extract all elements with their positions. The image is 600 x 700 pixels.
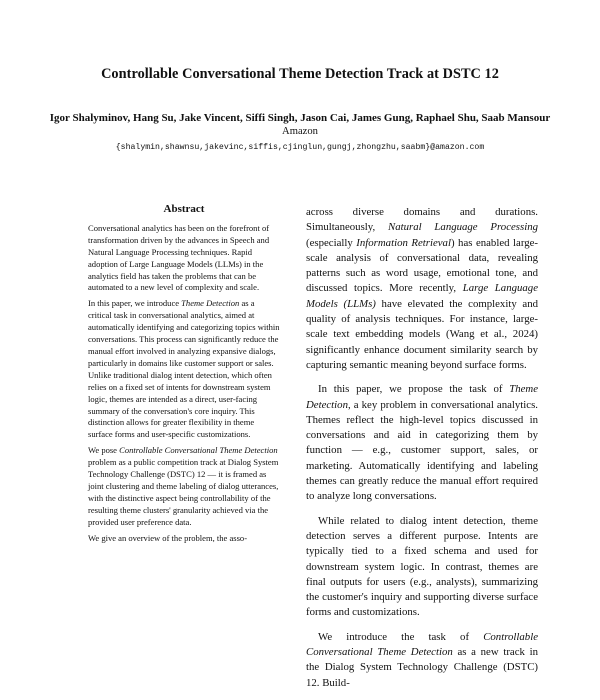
text-run: We introduce the task of (318, 630, 484, 643)
text-run: In this paper, we introduce (88, 298, 182, 309)
text-run: as a new track in the Dialog System Technology Challenge (DSTC) 12. Build- (306, 646, 539, 689)
paper-title: Controllable Conversational Theme Detection Track at DSTC 12 (101, 66, 499, 82)
body-paragraph-2 (306, 382, 538, 504)
text-run: , a key problem in conversational analytics. Themes reflect the high-level topics discussed in conversations and aid in categorizing them by function — e.g., customer support, sales, or marketing. Automatically identifying and labeling themes can greatly reduce the manual effort required to analyze long conversations. (306, 398, 538, 503)
author-emails: {shalymin,shawnsu,jakevinc,siffis,cjinglun,gungj,zhongzhu,saabm}@amazon.com (115, 143, 485, 152)
text-run: have elevated the complexity and quality of analysis techniques. For instance, large-scale text embedding models (Wang et al., 2024) significantly enhance document similarity search by capturing semantic meaning beyond surface forms. (306, 297, 538, 371)
body-paragraph-3: While related to dialog intent detection, theme detection serves a different purpose. Intents are typically tied to a fixed schema and used for downstream system logic. In contrast, themes are final outputs for users (e.g., analysts), summarizing the customer's inquiry and supporting diverse surface forms and customizations. (306, 514, 538, 619)
body-paragraph-4 (306, 630, 538, 691)
emphasis-nlp: Natural Language Processing (388, 221, 538, 234)
body-paragraph-1 (306, 205, 538, 373)
emphasis-theme-detection: Theme Detection (181, 298, 240, 309)
emphasis-llms: Large Language Models (LLMs) (306, 282, 538, 310)
emphasis-theme-detection: Theme Detection (306, 383, 538, 411)
text-run: across diverse domains and durations. Simultaneously, (306, 206, 538, 234)
emphasis-ir: Information Retrieval (356, 236, 451, 249)
text-run: ) has enabled large-scale analysis of conversational data, revealing patterns such as word usage, emotional tone, and discussed topics. More recently, (306, 236, 539, 295)
emphasis-task-name: Controllable Conversational Theme Detection (119, 445, 278, 456)
abstract-paragraph-2 (88, 298, 280, 441)
abstract-paragraph-3 (88, 445, 280, 528)
text-run: We pose (88, 445, 120, 456)
text-run: problem as a public competition track at Dialog System Technology Challenge (DSTC) 12 — it is framed as joint clustering and theme labeling of dialog utterances, with the distinctive aspect being controllability of the resulting theme clusters' granularity achieved via the provided user preference data. (88, 457, 279, 527)
text-run: as a critical task in conversational analytics, aimed at automatically identifying and categorizing topics within conversations. This process can significantly reduce the manual effort involved in analyzing expansive dialogs, particularly in domains like customer support or sales. Unlike traditional dialog intent detection, which often relies on a fixed set of intents for downstream system logic, themes are intended as a direct, user-facing summary of the conversation's core inquiry. This distinction allows for greater flexibility in theme surface forms and user-specific customizations. (88, 298, 280, 440)
author-list: Igor Shalyminov, Hang Su, Jake Vincent, Siffi Singh, Jason Cai, James Gung, Raphael Shu, Saab Mansour (49, 112, 551, 124)
abstract-body (86, 223, 282, 545)
abstract-heading: Abstract (163, 203, 205, 215)
emphasis-task-name: Controllable Conversational Theme Detection (306, 630, 538, 659)
text-run: (especially (306, 236, 357, 249)
abstract-paragraph-1: Conversational analytics has been on the forefront of transformation driven by the advances in Speech and Natural Language Processing techniques. Rapid adoption of Large Language Models (LLMs) in the analytics field has taken the problems that can be automated to a new level of complexity and scale. (88, 222, 270, 293)
text-run: In this paper, we propose the task of (318, 383, 510, 396)
right-column (306, 205, 538, 700)
affiliation: Amazon (282, 126, 318, 137)
abstract-paragraph-4: We give an overview of the problem, the asso- (88, 532, 248, 543)
left-column (86, 204, 282, 548)
